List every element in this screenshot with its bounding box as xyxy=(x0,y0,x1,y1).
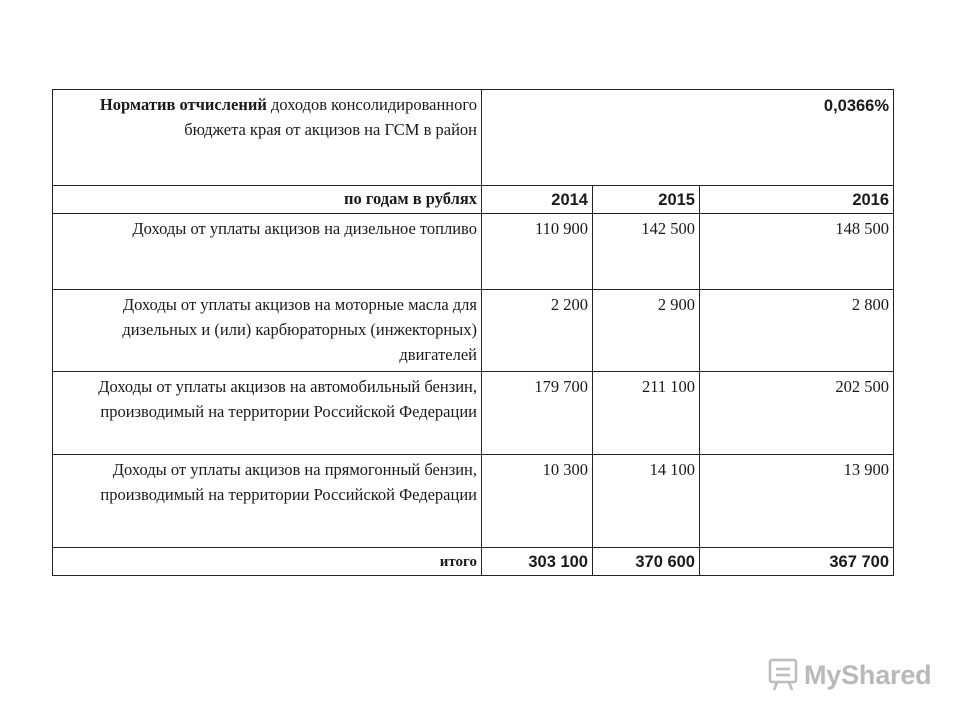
total-2015: 370 600 xyxy=(635,553,695,571)
value: 2 200 xyxy=(550,295,588,314)
total-2014: 303 100 xyxy=(528,553,588,571)
value: 202 500 xyxy=(835,377,890,396)
rate-value: 0,0366% xyxy=(823,97,890,115)
total-label-cell xyxy=(53,548,482,576)
row-label-cell xyxy=(53,455,482,548)
years-header-row xyxy=(53,186,894,214)
value-cell xyxy=(700,290,894,372)
year-cell-2015 xyxy=(593,186,700,214)
rate-value-cell xyxy=(482,90,894,186)
row-label: Доходы от уплаты акцизов на автомобильный бензин, производимый на территории Российской Федерации xyxy=(98,377,477,421)
rate-label-bold: Норматив отчислений xyxy=(99,95,267,114)
total-cell-2014 xyxy=(482,548,593,576)
value-cell xyxy=(700,214,894,290)
table-row xyxy=(53,214,894,290)
value-cell xyxy=(482,214,593,290)
years-label: по годам в рублях xyxy=(344,189,477,208)
row-label: Доходы от уплаты акцизов на прямогонный бензин, производимый на территории Российской Федерации xyxy=(100,460,477,504)
value-cell xyxy=(593,214,700,290)
row-label-cell xyxy=(53,290,482,372)
row-label: Доходы от уплаты акцизов на моторные масла для дизельных и (или) карбюраторных (инжекторных) двигателей xyxy=(122,295,477,364)
table-row xyxy=(53,455,894,548)
value-cell xyxy=(593,372,700,455)
year-cell-2016 xyxy=(700,186,894,214)
total-cell-2016 xyxy=(700,548,894,576)
value-cell xyxy=(593,290,700,372)
rate-label-cell xyxy=(53,90,482,186)
rate-label-text: доходов консолидированного бюджета края от акцизов на ГСМ в район xyxy=(184,95,477,139)
value: 179 700 xyxy=(534,377,588,396)
myshared-logo-icon xyxy=(766,657,800,693)
value-cell xyxy=(482,372,593,455)
value: 10 300 xyxy=(542,460,588,479)
year-2015: 2015 xyxy=(658,191,695,209)
value: 13 900 xyxy=(843,460,890,479)
value-cell xyxy=(700,372,894,455)
myshared-watermark xyxy=(766,655,931,695)
excise-revenue-table xyxy=(52,89,894,576)
value: 14 100 xyxy=(649,460,695,479)
year-2016: 2016 xyxy=(852,191,890,209)
value: 2 800 xyxy=(851,295,890,314)
row-label: Доходы от уплаты акцизов на дизельное топливо xyxy=(132,219,477,238)
year-2014: 2014 xyxy=(551,191,588,209)
total-2016: 367 700 xyxy=(829,553,890,571)
myshared-brand: MyShared xyxy=(804,659,932,690)
value-cell xyxy=(700,455,894,548)
years-label-cell xyxy=(53,186,482,214)
row-label-cell xyxy=(53,214,482,290)
value-cell xyxy=(482,455,593,548)
row-label-cell xyxy=(53,372,482,455)
rate-row xyxy=(53,90,894,186)
total-label: итого xyxy=(439,554,477,570)
value: 211 100 xyxy=(641,377,695,396)
value-cell xyxy=(593,455,700,548)
year-cell-2014 xyxy=(482,186,593,214)
table-row xyxy=(53,372,894,455)
total-cell-2015 xyxy=(593,548,700,576)
value: 148 500 xyxy=(835,219,890,238)
value: 110 900 xyxy=(534,219,588,238)
value: 2 900 xyxy=(657,295,695,314)
table-row xyxy=(53,290,894,372)
value: 142 500 xyxy=(641,219,695,238)
total-row xyxy=(53,548,894,576)
value-cell xyxy=(482,290,593,372)
